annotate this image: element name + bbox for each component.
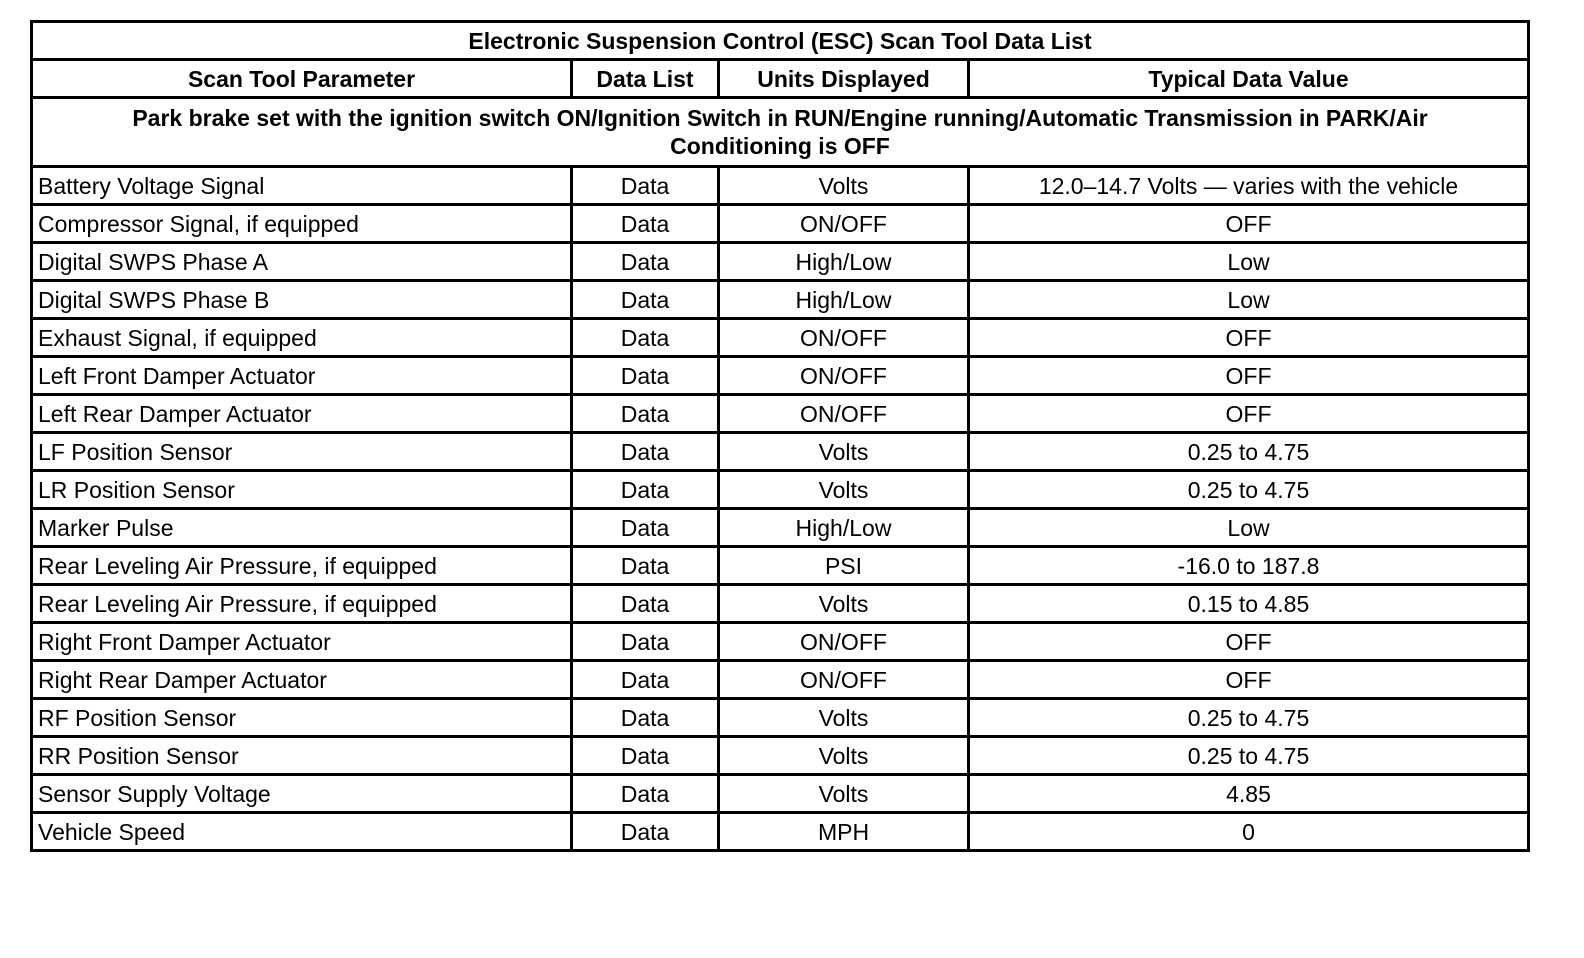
cell-data-list: Data xyxy=(572,433,719,471)
cell-parameter: Sensor Supply Voltage xyxy=(32,775,572,813)
cell-units: Volts xyxy=(719,585,969,623)
title-row xyxy=(32,22,1529,60)
cell-units: ON/OFF xyxy=(719,205,969,243)
cell-parameter: Rear Leveling Air Pressure, if equipped xyxy=(32,547,572,585)
cell-units: ON/OFF xyxy=(719,357,969,395)
cell-typical-value: Low xyxy=(969,281,1529,319)
cell-parameter: Vehicle Speed xyxy=(32,813,572,851)
table-row xyxy=(32,357,1529,395)
cell-parameter: Right Rear Damper Actuator xyxy=(32,661,572,699)
table-row xyxy=(32,813,1529,851)
cell-units: Volts xyxy=(719,167,969,205)
cell-units: ON/OFF xyxy=(719,319,969,357)
cell-units: High/Low xyxy=(719,281,969,319)
cell-parameter: Digital SWPS Phase A xyxy=(32,243,572,281)
cell-units: Volts xyxy=(719,699,969,737)
table-row xyxy=(32,471,1529,509)
table-row xyxy=(32,737,1529,775)
cell-data-list: Data xyxy=(572,775,719,813)
cell-typical-value: 0.15 to 4.85 xyxy=(969,585,1529,623)
cell-data-list: Data xyxy=(572,357,719,395)
cell-parameter: Left Front Damper Actuator xyxy=(32,357,572,395)
table-row xyxy=(32,699,1529,737)
table-row xyxy=(32,585,1529,623)
cell-typical-value: OFF xyxy=(969,661,1529,699)
table-row xyxy=(32,509,1529,547)
cell-data-list: Data xyxy=(572,661,719,699)
cell-parameter: LF Position Sensor xyxy=(32,433,572,471)
cell-parameter: Marker Pulse xyxy=(32,509,572,547)
cell-typical-value: OFF xyxy=(969,319,1529,357)
cell-data-list: Data xyxy=(572,585,719,623)
cell-data-list: Data xyxy=(572,623,719,661)
cell-typical-value: OFF xyxy=(969,357,1529,395)
cell-units: ON/OFF xyxy=(719,395,969,433)
cell-parameter: Digital SWPS Phase B xyxy=(32,281,572,319)
table-row xyxy=(32,281,1529,319)
cell-typical-value: OFF xyxy=(969,205,1529,243)
table-row xyxy=(32,167,1529,205)
cell-data-list: Data xyxy=(572,547,719,585)
cell-data-list: Data xyxy=(572,395,719,433)
table-row xyxy=(32,433,1529,471)
cell-data-list: Data xyxy=(572,737,719,775)
test-condition: Park brake set with the ignition switch ON/Ignition Switch in RUN/Engine running/Automatic Transmission in PARK/Air Conditioning is OFF xyxy=(32,98,1529,167)
cell-units: Volts xyxy=(719,775,969,813)
cell-units: ON/OFF xyxy=(719,661,969,699)
cell-typical-value: 0.25 to 4.75 xyxy=(969,433,1529,471)
cell-units: High/Low xyxy=(719,243,969,281)
cell-typical-value: 0 xyxy=(969,813,1529,851)
cell-units: Volts xyxy=(719,471,969,509)
cell-parameter: Left Rear Damper Actuator xyxy=(32,395,572,433)
cell-units: ON/OFF xyxy=(719,623,969,661)
table-title: Electronic Suspension Control (ESC) Scan Tool Data List xyxy=(32,22,1529,60)
table-row xyxy=(32,395,1529,433)
cell-data-list: Data xyxy=(572,471,719,509)
cell-data-list: Data xyxy=(572,243,719,281)
cell-data-list: Data xyxy=(572,167,719,205)
cell-parameter: LR Position Sensor xyxy=(32,471,572,509)
cell-parameter: Exhaust Signal, if equipped xyxy=(32,319,572,357)
cell-units: Volts xyxy=(719,737,969,775)
cell-typical-value: 4.85 xyxy=(969,775,1529,813)
header-scan-tool-parameter: Scan Tool Parameter xyxy=(32,60,572,98)
cell-units: PSI xyxy=(719,547,969,585)
cell-parameter: Rear Leveling Air Pressure, if equipped xyxy=(32,585,572,623)
table-row xyxy=(32,243,1529,281)
cell-typical-value: OFF xyxy=(969,395,1529,433)
cell-typical-value: OFF xyxy=(969,623,1529,661)
cell-data-list: Data xyxy=(572,281,719,319)
header-row xyxy=(32,60,1529,98)
cell-units: MPH xyxy=(719,813,969,851)
cell-typical-value: Low xyxy=(969,243,1529,281)
header-data-list: Data List xyxy=(572,60,719,98)
cell-units: Volts xyxy=(719,433,969,471)
cell-data-list: Data xyxy=(572,509,719,547)
cell-parameter: Right Front Damper Actuator xyxy=(32,623,572,661)
esc-data-table xyxy=(30,20,1530,852)
cell-parameter: RF Position Sensor xyxy=(32,699,572,737)
cell-typical-value: -16.0 to 187.8 xyxy=(969,547,1529,585)
table-row xyxy=(32,623,1529,661)
cell-typical-value: 0.25 to 4.75 xyxy=(969,471,1529,509)
header-typical-data-value: Typical Data Value xyxy=(969,60,1529,98)
cell-typical-value: Low xyxy=(969,509,1529,547)
cell-data-list: Data xyxy=(572,319,719,357)
table-row xyxy=(32,319,1529,357)
cell-data-list: Data xyxy=(572,699,719,737)
cell-typical-value: 12.0–14.7 Volts — varies with the vehicle xyxy=(969,167,1529,205)
cell-typical-value: 0.25 to 4.75 xyxy=(969,737,1529,775)
cell-typical-value: 0.25 to 4.75 xyxy=(969,699,1529,737)
cell-parameter: Battery Voltage Signal xyxy=(32,167,572,205)
cell-data-list: Data xyxy=(572,205,719,243)
cell-units: High/Low xyxy=(719,509,969,547)
condition-row xyxy=(32,98,1529,167)
header-units-displayed: Units Displayed xyxy=(719,60,969,98)
cell-data-list: Data xyxy=(572,813,719,851)
table-row xyxy=(32,205,1529,243)
cell-parameter: Compressor Signal, if equipped xyxy=(32,205,572,243)
table-row xyxy=(32,775,1529,813)
table-row xyxy=(32,547,1529,585)
cell-parameter: RR Position Sensor xyxy=(32,737,572,775)
table-row xyxy=(32,661,1529,699)
